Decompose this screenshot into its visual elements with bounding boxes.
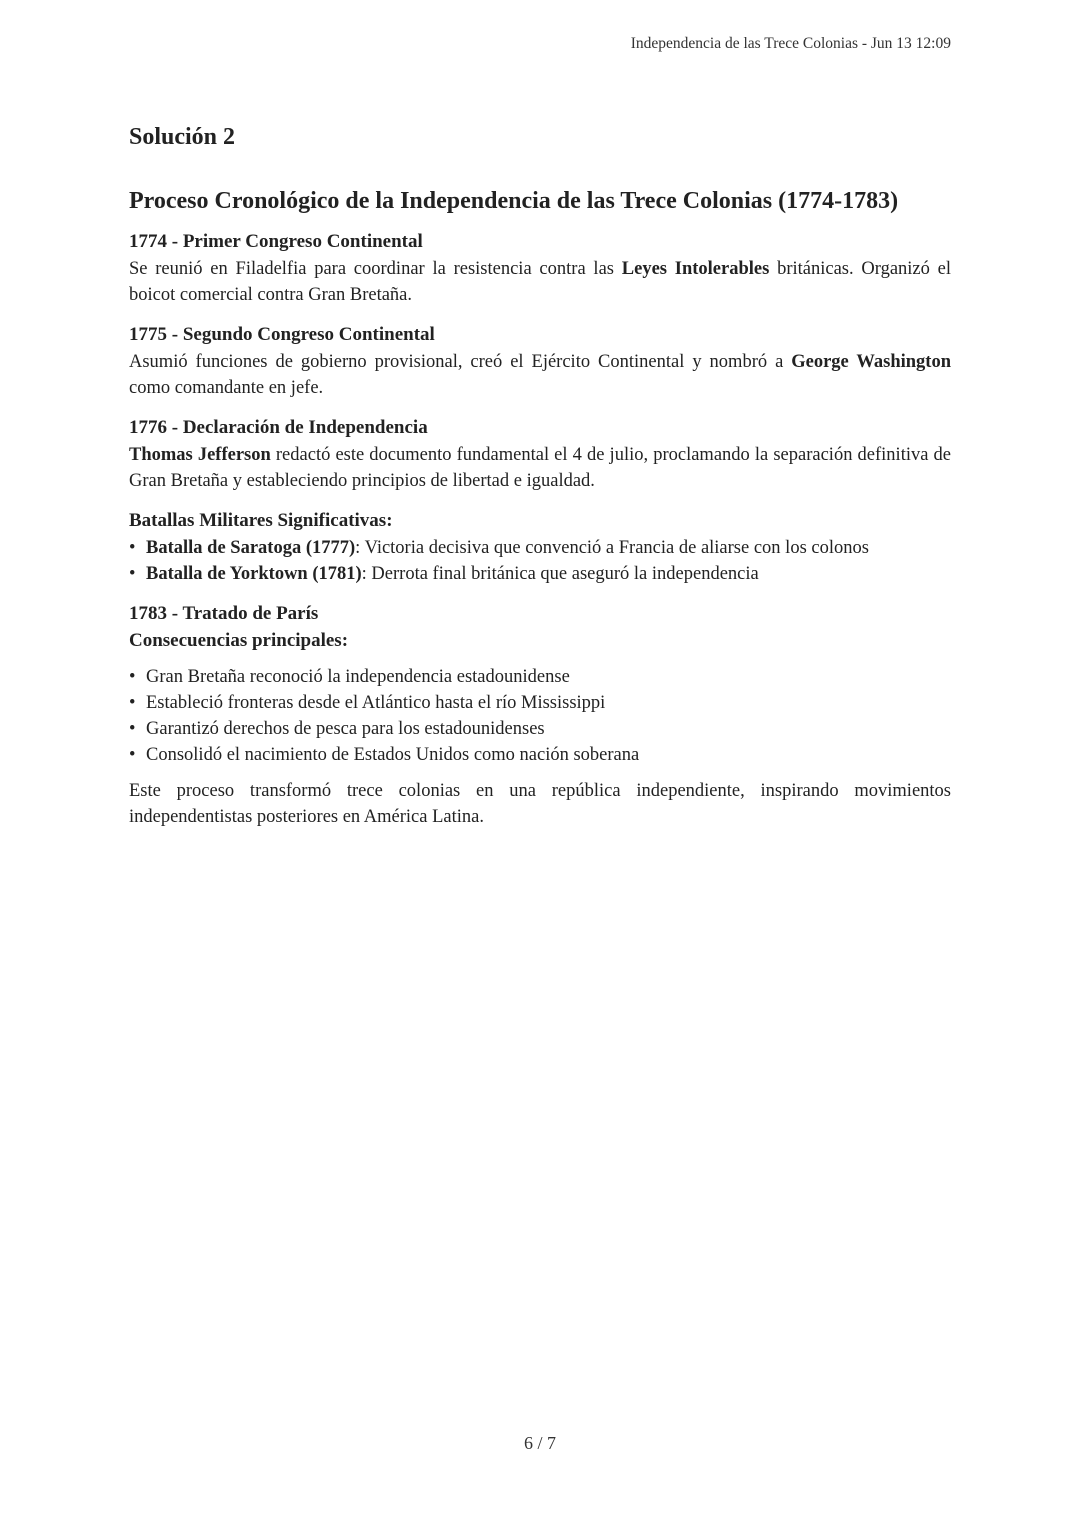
page-number: 6 / 7: [523, 1433, 556, 1453]
bullet-icon: •: [129, 719, 136, 739]
list-item: • Batalla de Yorktown (1781): Derrota final británica que aseguró la independencia: [129, 561, 951, 587]
section-1775: [129, 323, 951, 401]
main-heading: Proceso Cronológico de la Independencia de las Trece Colonias (1774-1783): [129, 188, 899, 214]
bullet-icon: •: [129, 693, 136, 713]
document-body: [129, 120, 951, 830]
bold-term: George Washington: [791, 352, 951, 372]
list-item: • Garantizó derechos de pesca para los estadounidenses: [129, 716, 951, 742]
bold-term: Thomas Jefferson: [129, 445, 271, 465]
consequences-heading: Consecuencias principales:: [129, 630, 349, 651]
section-paragraph: Thomas Jefferson redactó este documento fundamental el 4 de julio, proclamando la separación definitiva de Gran Bretaña y estableciendo principios de libertad e igualdad.: [129, 445, 952, 491]
section-title: 1775 - Segundo Congreso Continental: [129, 324, 435, 345]
battles-list: [129, 535, 951, 587]
closing-paragraph: Este proceso transformó trece colonias en una república independiente, inspirando movimientos independentistas posteriores en América Latina.: [129, 781, 951, 827]
section-1783: [129, 602, 951, 768]
section-battles: [129, 509, 951, 587]
section-title: 1783 - Tratado de París: [129, 603, 319, 624]
section-title: Batallas Militares Significativas:: [129, 510, 393, 531]
section-paragraph: Asumió funciones de gobierno provisional, creó el Ejército Continental y nombró a George Washington como comandante en jefe.: [129, 352, 951, 398]
consequences-list: [129, 664, 951, 768]
bullet-icon: •: [129, 745, 136, 765]
bullet-icon: •: [129, 667, 136, 687]
section-title: 1774 - Primer Congreso Continental: [129, 231, 423, 252]
bullet-icon: •: [129, 564, 136, 584]
list-item: • Batalla de Saratoga (1777): Victoria decisiva que convenció a Francia de aliarse con los colonos: [129, 535, 951, 561]
list-item: • Consolidó el nacimiento de Estados Unidos como nación soberana: [129, 742, 951, 768]
bullet-icon: •: [129, 538, 136, 558]
solution-heading: Solución 2: [129, 124, 236, 150]
section-title: 1776 - Declaración de Independencia: [129, 417, 428, 438]
list-item: • Gran Bretaña reconoció la independencia estadounidense: [129, 664, 951, 690]
section-paragraph: Se reunió en Filadelfia para coordinar la resistencia contra las Leyes Intolerables británicas. Organizó el boicot comercial contra Gran Bretaña.: [129, 259, 952, 305]
list-item: • Estableció fronteras desde el Atlántico hasta el río Mississippi: [129, 690, 951, 716]
section-1774: [129, 230, 951, 308]
running-header: Independencia de las Trece Colonias - Jun 13 12:09: [630, 35, 951, 52]
section-1776: [129, 416, 951, 494]
bold-term: Leyes Intolerables: [621, 259, 770, 279]
